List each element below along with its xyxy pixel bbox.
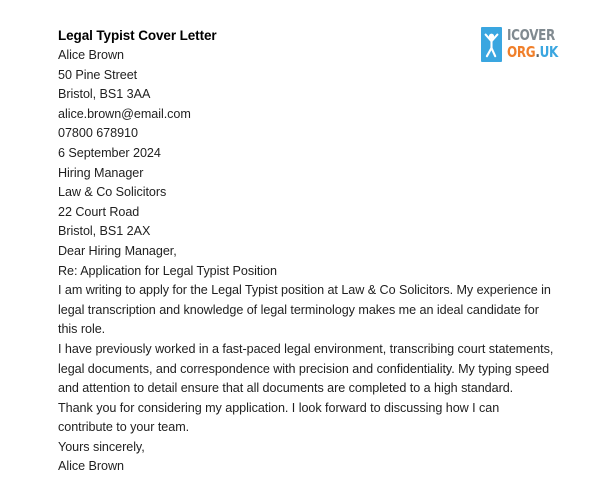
sender-phone: 07800 678910 (58, 126, 138, 141)
sender-street: 50 Pine Street (58, 67, 138, 82)
closing: Yours sincerely, (58, 439, 145, 454)
logo-text-uk: UK (539, 43, 558, 61)
recipient-street: 22 Court Road (58, 204, 140, 219)
page-title: Legal Typist Cover Letter (58, 28, 217, 43)
sender-name: Alice Brown (58, 48, 124, 62)
recipient-name: Hiring Manager (58, 165, 144, 180)
letter-date: 6 September 2024 (58, 145, 161, 160)
recipient-company: Law & Co Solicitors (58, 185, 167, 200)
logo-text-icover: ICOVER (507, 26, 555, 44)
body-paragraph-2: I have previously worked in a fast-paced legal environment, transcribing court statements, legal documents, and correspondence with precision and confidentiality. My typing speed and attention to detail ensure that all documents are completed to a high standard. (58, 341, 554, 396)
logo-text-dot: . (535, 43, 540, 61)
salutation: Dear Hiring Manager, (58, 243, 177, 258)
subject-line: Re: Application for Legal Typist Position (58, 263, 277, 278)
body-paragraph-1: I am writing to apply for the Legal Typist position at Law & Co Solicitors. My experience in legal transcription and knowledge of legal terminology makes me an ideal candidate for this role. (58, 283, 551, 337)
sender-email: alice.brown@email.com (58, 106, 191, 121)
body-paragraph-3: Thank you for considering my application. I look forward to discussing how I can contribute to your team. (58, 400, 500, 435)
signature-name: Alice Brown (58, 459, 124, 474)
sender-city-postcode: Bristol, BS1 3AA (58, 87, 151, 102)
logo-text-org: ORG (507, 43, 536, 61)
cover-letter-body (58, 26, 554, 477)
recipient-city-postcode: Bristol, BS1 2AX (58, 224, 151, 239)
